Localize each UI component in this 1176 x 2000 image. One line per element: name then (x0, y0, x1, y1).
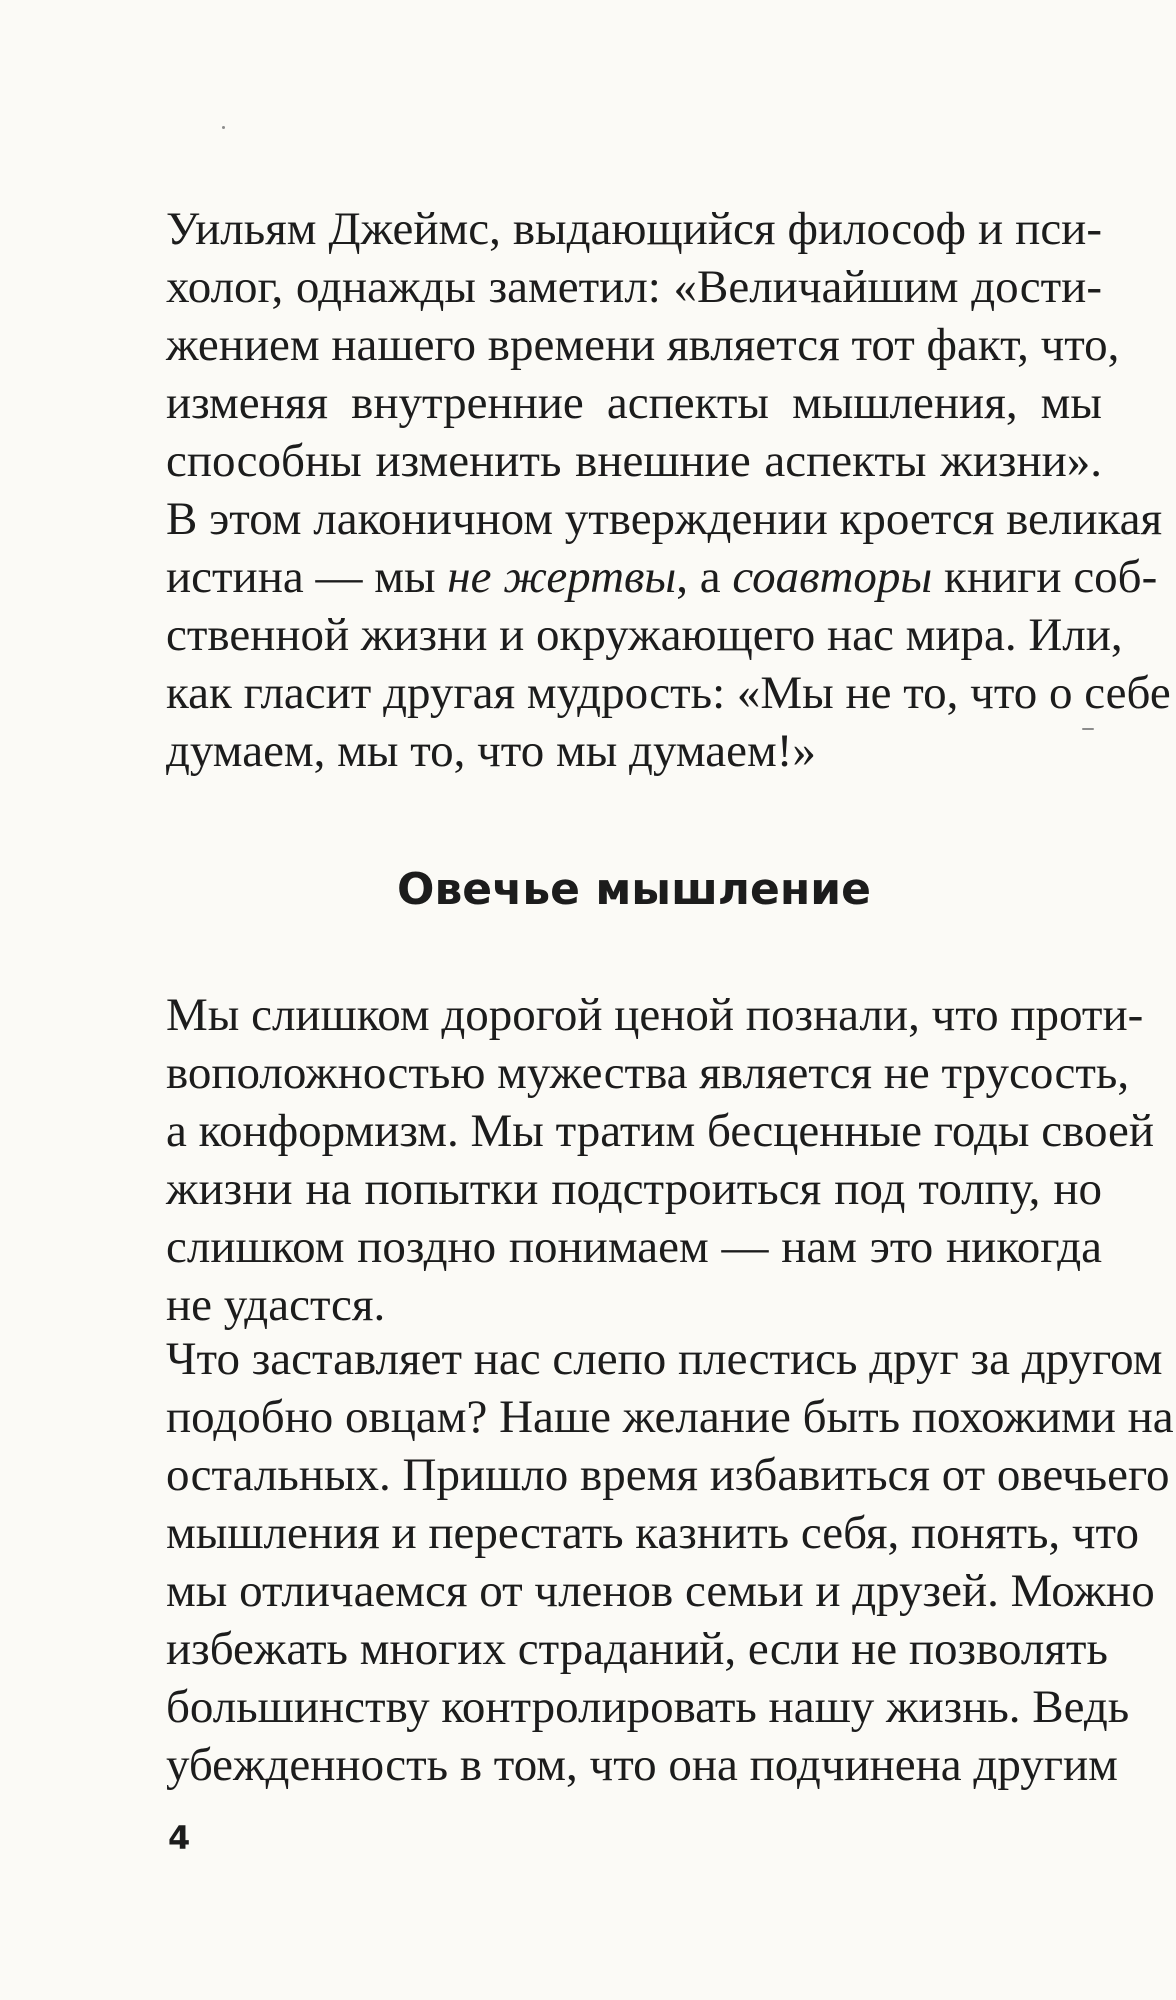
text-line: жением нашего времени является тот факт, что, (166, 319, 1120, 371)
text-line: ственной жизни и окружающего нас мира. Или, (166, 609, 1123, 661)
text-line: слишком поздно понимаем — нам это никогда (166, 1221, 1102, 1273)
text-line: не удастся. (166, 1279, 386, 1331)
text-line: Мы слишком дорогой ценой познали, что проти- (166, 989, 1144, 1041)
text-line: жизни на попытки подстроиться под толпу, но (166, 1163, 1102, 1215)
text-run: книги соб- (932, 551, 1158, 603)
text-line: воположностью мужества является не трусость, (166, 1047, 1130, 1099)
text-run: , а (676, 551, 733, 603)
paragraph-2 (166, 986, 1155, 1334)
text-line: изменяя внутренние аспекты мышления, мы (166, 377, 1102, 429)
paragraph-3 (166, 1330, 1174, 1794)
text-line: думаем, мы то, что мы думаем!» (166, 725, 816, 777)
text-line: мы отличаемся от членов семьи и друзей. Можно (166, 1565, 1155, 1617)
text-line: а конформизм. Мы тратим бесценные годы своей (166, 1105, 1155, 1157)
emphasis-not-victims: не жертвы (447, 551, 677, 603)
text-line: холог, однажды заметил: «Величайшим дости- (166, 261, 1102, 313)
text-line: Уильям Джеймс, выдающийся философ и пси- (166, 203, 1102, 255)
text-line: убежденность в том, что она подчинена другим (166, 1739, 1118, 1791)
text-line: мышления и перестать казнить себя, понять, что (166, 1507, 1139, 1559)
text-line: способны изменить внешние аспекты жизни». (166, 435, 1102, 487)
text-line: большинству контролировать нашу жизнь. Ведь (166, 1681, 1130, 1733)
emphasis-coauthors: соавторы (732, 551, 933, 603)
text-line: как гласит другая мудрость: «Мы не то, что о себе (166, 667, 1171, 719)
paragraph-1 (166, 200, 1171, 780)
page-number: 4 (168, 1819, 191, 1857)
text-line: В этом лаконичном утверждении кроется великая (166, 493, 1163, 545)
text-line: остальных. Пришло время избавиться от овечьего (166, 1449, 1170, 1501)
text-line-with-emphasis (166, 548, 1158, 606)
text-line: Что заставляет нас слепо плестись друг за другом (166, 1333, 1163, 1385)
text-line: избежать многих страданий, если не позволять (166, 1623, 1108, 1675)
text-run: истина — мы (166, 551, 448, 603)
section-heading: Овечье мышление (397, 864, 871, 915)
scan-speck (222, 126, 225, 129)
text-line: подобно овцам? Наше желание быть похожими на (166, 1391, 1174, 1443)
